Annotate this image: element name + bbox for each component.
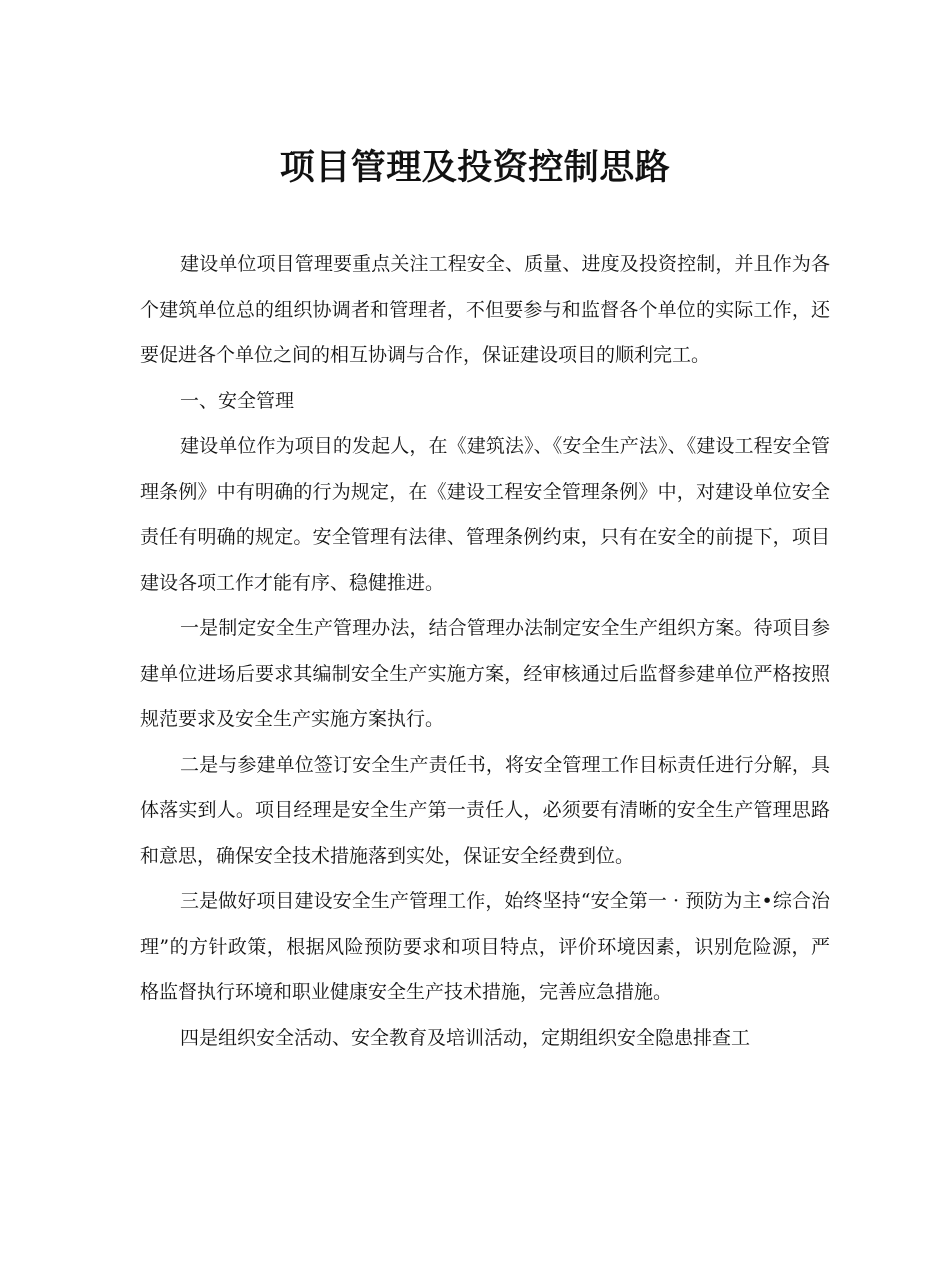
paragraph-intro: 建设单位项目管理要重点关注工程安全、质量、进度及投资控制，并且作为各个建筑单位总的组织协调者和管理者，不但要参与和监督各个单位的实际工作，还要促进各个单位之间的相互协调与合作，保证建设项目的顺利完工。: [140, 253, 830, 366]
document-title: 项目管理及投资控制思路: [279, 148, 671, 188]
document-body: [140, 242, 830, 1061]
paragraph-point-four: 四是组织安全活动、安全教育及培训活动，定期组织安全隐患排查工: [180, 1026, 751, 1049]
paragraph-point-two: 二是与参建单位签订安全生产责任书，将安全管理工作目标责任进行分解，具体落实到人。项目经理是安全生产第一责任人，必须要有清晰的安全生产管理思路和意思，确保安全技术措施落到实处，保证安全经费到位。: [140, 753, 830, 867]
paragraph-point-one: 一是制定安全生产管理办法，结合管理办法制定安全生产组织方案。待项目参建单位进场后要求其编制安全生产实施方案，经审核通过后监督参建单位严格按照规范要求及安全生产实施方案执行。: [140, 617, 830, 730]
paragraph-safety-law: 建设单位作为项目的发起人，在《建筑法》、《安全生产法》、《建设工程安全管理条例》中有明确的行为规定，在《建设工程安全管理条例》中，对建设单位安全责任有明确的规定。安全管理有法律、管理条例约束，只有在安全的前提下，项目建设各项工作才能有序、稳健推进。: [140, 435, 830, 594]
section-heading-safety: 一、安全管理: [180, 389, 295, 412]
paragraph-point-three: 三是做好项目建设安全生产管理工作，始终坚持“安全第一 · 预防为主•综合治理”的方针政策，根据风险预防要求和项目特点，评价环境因素，识别危险源，严格监督执行环境和职业健康安全生产技术措施，完善应急措施。: [140, 890, 830, 1003]
